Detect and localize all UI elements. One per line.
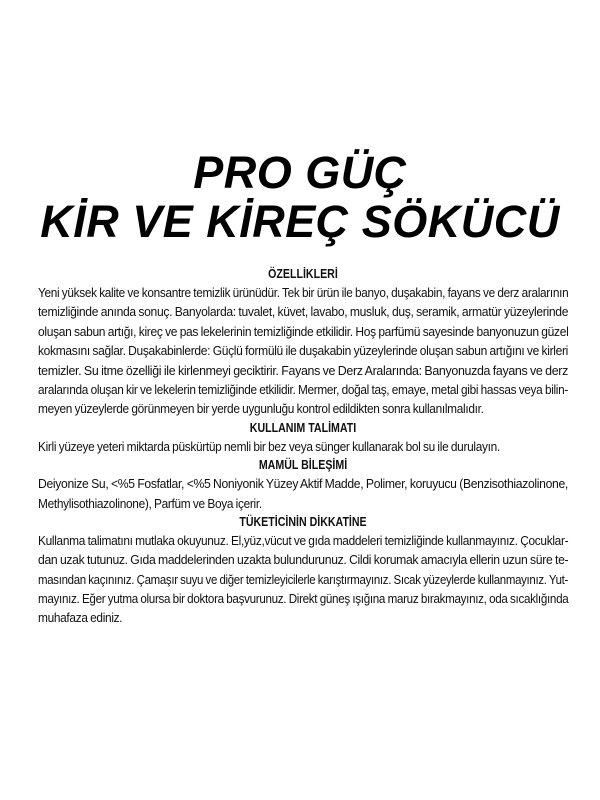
body-text-line: temizler. Su itme özelliği ile kirlenmeyi geciktirir. Fayans ve Derz Aralarında: Banyonuzda fayans ve derz [38, 362, 568, 378]
body-text-line: muhafaza ediniz. [38, 610, 123, 626]
body-text-line: kokmasını sağlar. Duşakabinlerde: Güçlü formülü ile duşakabin yüzeylerinde oluşan sabun artığını ve kirleri [38, 343, 568, 359]
section-heading: TÜKETİCİNİN DİKKATİNE [239, 514, 367, 529]
section-heading: ÖZELLİKLERİ [268, 267, 338, 281]
body-text-line: aralarında oluşan kir ve lekelerin temizliğinde etkilidir. Mermer, doğal taş, emaye, metal gibi hassas veya bilin- [38, 381, 568, 397]
body-text-line: Yeni yüksek kalite ve konsantre temizlik ürünüdür. Tek bir ürün ile banyo, duşakabin, fayans ve derz aralarının [38, 285, 569, 300]
body-text-line: Deiyonize Su, <%5 Fosfatlar, <%5 Noniyonik Yüzey Aktif Madde, Polimer, koruyucu (Benzisothiazolinone, [38, 476, 568, 492]
section-heading: KULLANIM TALİMATI [249, 420, 357, 435]
body-text-line: Kullanma talimatını mutlaka okuyunuz. El,yüz,vücut ve gıda maddeleri temizliğinde kullanmayınız. Çocuklar- [38, 532, 569, 548]
body-text-line: temizliğinde anında sonuç. Banyolarda: tuvalet, küvet, lavabo, musluk, duş, seramik, armatür yüzeylerinde [38, 304, 569, 320]
title-line-2: KİR VE KİREÇ SÖKÜCÜ [40, 196, 560, 247]
body-text-line: dan uzak tutunuz. Gıda maddelerinden uzakta bulundurunuz. Cildi korumak amacıyla ellerin uzun süre te- [38, 552, 569, 568]
body-text-line: masından kaçınınız. Çamaşır suyu ve diğer temizleyicilerle karıştırmayınız. Sıcak yüzeylerde kullanmayınız. Yut- [38, 571, 569, 587]
section-heading: MAMÜL BİLEŞİMİ [258, 458, 348, 473]
label-content [38, 265, 568, 628]
body-text-line: meyen yüzeylerde görünmeyen bir yerde uygunluğu kontrol edildikten sonra kullanılmalıdır. [38, 401, 484, 417]
title-line-1: PRO GÜÇ [193, 147, 407, 198]
body-text-line: Kirli yüzeye yeteri miktarda püskürtüp nemli bir bez veya sünger kullanarak bol su ile durulayın. [38, 438, 500, 454]
body-text-line: mayınız. Eğer yutma olursa bir doktora başvurunuz. Direkt güneş ışığına maruz bırakmayınız, oda sıcaklığında [38, 591, 569, 607]
body-text-line: oluşan sabun artığı, kireç ve pas lekelerinin temizliğinde etkilidir. Hoş parfümü sayesinde banyonuzun güzel [38, 323, 569, 339]
body-text-line: Methylisothiazolinone), Parfüm ve Boya içerir. [38, 495, 262, 511]
